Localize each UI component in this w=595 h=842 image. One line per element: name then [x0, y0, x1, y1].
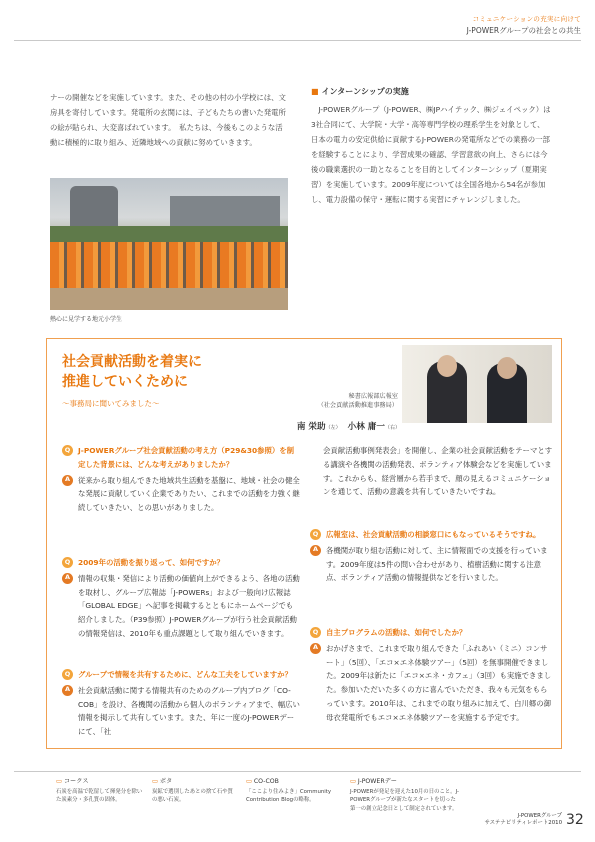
question-icon: Q — [62, 557, 73, 568]
answer-4: 各機関が取り組む活動に対して、主に情報面での支援を行っています。2009年度は5件の問い合わせがあり、植樹活動に関する注意点、ボランティア活動の情報提供などを行いました。 — [326, 545, 548, 583]
internship-heading — [311, 86, 409, 97]
square-bullet-icon: ■ — [311, 87, 319, 96]
section-subtitle: コミュニケーションの充実に向けて — [472, 15, 581, 23]
answer-icon: A — [62, 685, 73, 696]
book-icon: ▭ — [246, 778, 252, 785]
qa-block-3 — [62, 668, 300, 739]
left-paragraph: ナーの開催などを実施しています。また、その他の村の小学校には、文房具を寄付しています。発電所の玄関には、子どもたちの書いた発電所の絵が貼られ、大変喜ばれています。 私たちは、今後もこのような活動に積極的に取り組み、近隣地域への貢献に努めていきます。 — [50, 93, 286, 147]
interview-subtitle: ～事務局に聞いてみました～ — [62, 399, 160, 408]
photo-caption: 熱心に見学する地元小学生 — [50, 316, 123, 323]
glossary-item: ▭ ボタ 炭鉱で選別したあとの捨て石や質の悪い石炭。 — [152, 778, 233, 803]
answer-3-continued: 会貢献活動事例発表会」を開催し、企業の社会貢献活動をテーマとする講演や各機関の活動発表、ボランティア体験会などを実施しています。これからも、経営層から若手まで、顔の見えるコミュニケーションを通じて、活動の意義を共有していきたいですね。 — [323, 446, 553, 497]
staff-photo — [402, 345, 552, 423]
publication-info: J-POWERグループ サステナビリティレポート2010 — [484, 813, 562, 826]
page-header — [467, 14, 581, 36]
book-icon: ▭ — [56, 778, 62, 785]
question-4: 広報室は、社会貢献活動の相談窓口にもなっているそうですね。 — [326, 530, 541, 539]
answer-1: 従来から取り組んできた地域共生活動を基盤に、地域・社会の健全な発展に貢献していく企業でありたい、これまでの活動を力強く継続していきたい、との思いがありました。 — [78, 475, 300, 513]
answer-icon: A — [62, 573, 73, 584]
answer-icon: A — [62, 475, 73, 486]
answer-5: おかげさまで、これまで取り組んできた「ふれあい（ミニ）コンサート」（5回）、「エコ×エネ体験ツアー」（5回）を無事開催できました。2009年は新たに「エコ×エネ・カフェ」（3回）も実施できました。参加いただいた多くの方に喜んでいただき、我々も元気をもらっています。2010年は、これまでの取り組みに加えて、白川郷の御母衣発電所でもエコ×エネ体験ツアーを実施する予定です。 — [326, 643, 552, 722]
qa-block-5 — [310, 626, 553, 725]
question-icon: Q — [310, 627, 321, 638]
question-icon: Q — [62, 669, 73, 680]
answer-3: 社会貢献活動に関する情報共有のためのグループ内ブログ「CO-COB」を設け、各機関の活動から個人のボランティアまで、幅広い情報を掲示して共有しています。また、年に一度のJ-POWERデーにて、「社 — [78, 685, 300, 737]
answer-icon: A — [310, 643, 321, 654]
affiliation: 秘書広報部広報室 （社会貢献活動推進事務局） — [317, 393, 398, 409]
question-5: 自主プログラムの活動は、如何でしたか？ — [326, 628, 467, 637]
book-icon: ▭ — [152, 778, 158, 785]
qa-block-4 — [310, 528, 553, 585]
question-1: J-POWERグループ社会貢献活動の考え方（P29&30参照）を制定した背景には、どんな考えがありましたか？ — [78, 446, 295, 469]
question-2: 2009年の活動を振り返って、如何ですか？ — [78, 558, 225, 567]
question-icon: Q — [62, 445, 73, 456]
interview-title: 社会貢献活動を着実に 推進していくために — [62, 354, 202, 390]
header-divider — [14, 40, 581, 41]
qa-block-1 — [62, 444, 300, 515]
glossary-item: ▭ CO-COB 「ここより住みよき」Community Contribution Blogの略称。 — [246, 778, 332, 803]
internship-title: インターンシップの実施 — [321, 87, 409, 96]
interviewee-names: 南 栄助（左） 小林 庸一（右） — [296, 422, 400, 432]
answer-2: 情報の収集・発信により活動の価値向上ができるよう、各地の活動を取材し、グループ広報誌「J-POWERs」および一般向け広報誌「GLOBAL EDGE」へ記事を掲載するとともにホームページでも紹介しました。（P39参照）J-POWERグループが行う社会貢献活動の情報発信は、2010年も重点課題として取り組んでいきます。 — [78, 573, 300, 638]
question-icon: Q — [310, 529, 321, 540]
section-title: J-POWERグループの社会との共生 — [466, 26, 581, 35]
question-3: グループで情報を共有するために、どんな工夫をしていますか？ — [78, 670, 292, 679]
internship-body: J-POWERグループ（J-POWER、㈱JPハイテック、㈱ジェイペック）は3社合同にて、大学院・大学・高等専門学校の理系学生を対象として、日本の電力の安定供給に貢献するJ-POWERの発電所などでの業務の一部を経験することにより、学習成果の確認、学習意欲の向上、さらには今後の職業選択の一助となることを目的としてインターンシップ（夏期実習）を実施しています。2009年度については全国各地から54名が参加し、電力設備の保守・運転に関する実習にチャレンジしました。 — [311, 105, 551, 204]
page-number: 32 — [566, 812, 584, 828]
footer-divider — [14, 771, 581, 772]
book-icon: ▭ — [350, 778, 356, 785]
qa-block-2 — [62, 556, 300, 641]
students-photo — [50, 178, 288, 310]
glossary-item: ▭ コークス 石炭を高温で乾留して揮発分を除いた炭素分・多孔質の固体。 — [56, 778, 143, 803]
answer-icon: A — [310, 545, 321, 556]
glossary-item: ▭ J-POWERデー J-POWERが発足を迎えた10月の日のこと。J-POWERグループが新たなスタートを切った第一の創立記念日として制定されています。 — [350, 778, 459, 812]
